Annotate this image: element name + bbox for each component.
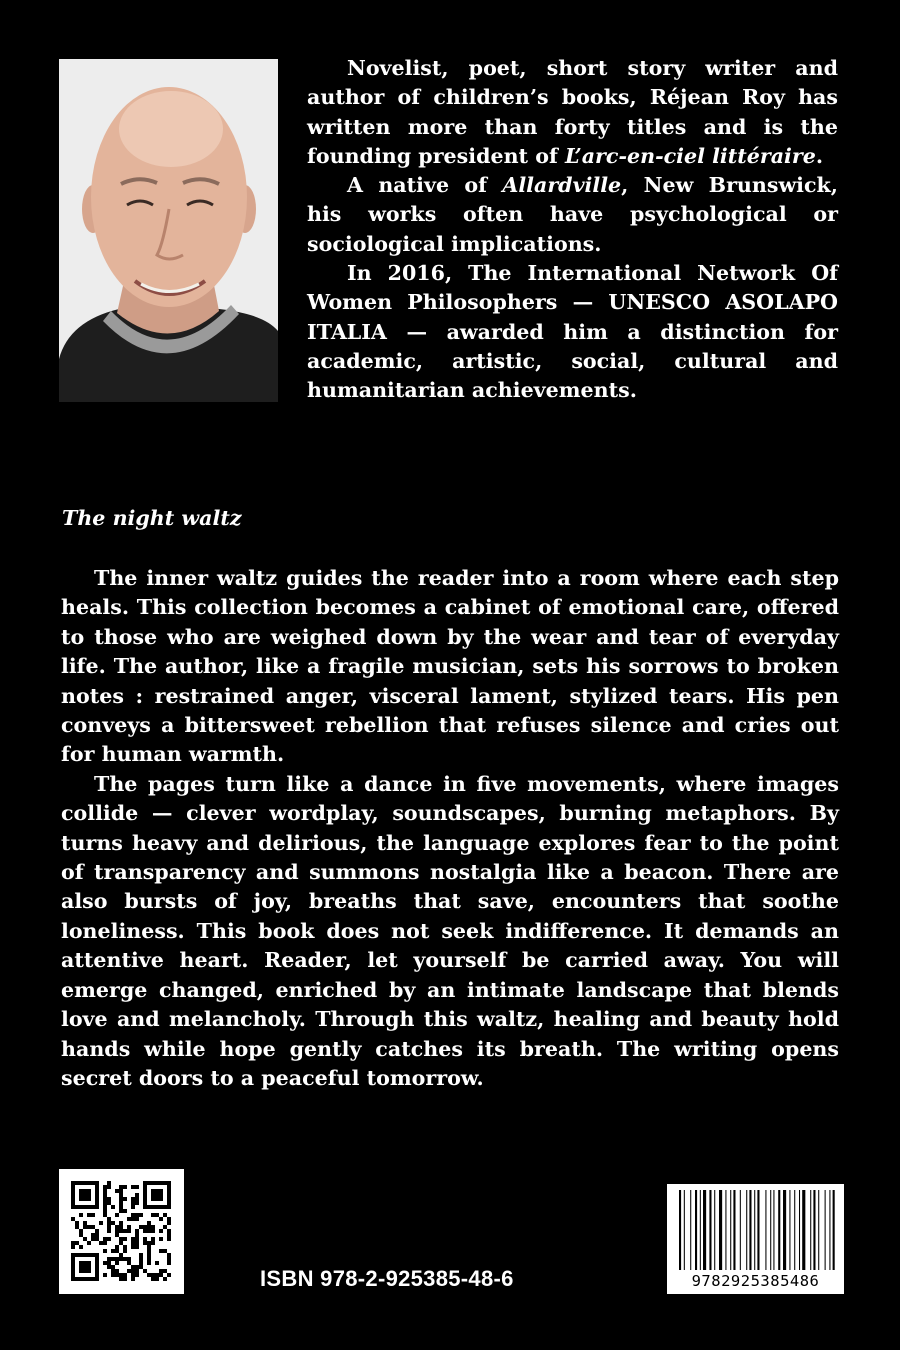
isbn-label: ISBN 978-2-925385-48-6	[260, 1266, 514, 1291]
barcode-digits: 9782925385486	[691, 1272, 820, 1290]
blurb-paragraph-2: The pages turn like a dance in five movements, where images collide — clever wordplay, soundscapes, burning metaphors. By turns heavy and delirious, the language explores fear to the point of transparency and summons nostalgia like a beacon. There are also bursts of joy, breaths that save, encounters that soothe loneliness. This book does not seek indifference. It demands an attentive heart. Reader, let yourself be carried away. You will emerge changed, enriched by an intimate landscape that blends love and melancholy. Through this waltz, healing and beauty hold hands while hope gently catches its breath. The writing opens secret doors to a peaceful tomorrow.	[61, 771, 839, 1090]
bio-paragraph-1: Novelist, poet, short story writer and author of children’s books, Réjean Roy has written more than forty titles and is the founding president of L’arc-en-ciel littéraire.	[307, 56, 838, 168]
bio-paragraph-3: In 2016, The International Network Of Women Philosophers — UNESCO ASOLAPO ITALIA — awarded him a distinction for academic, artistic, social, cultural and humanitarian achievements.	[307, 261, 838, 403]
blurb-paragraph-1: The inner waltz guides the reader into a room where each step heals. This collection becomes a cabinet of emotional care, offered to those who are weighed down by the wear and tear of everyday life. The author, like a fragile musician, sets his sorrows to broken notes : restrained anger, visceral lament, stylized tears. His pen conveys a bittersweet rebellion that refuses silence and cries out for human warmth.	[61, 566, 839, 767]
qr-code-graphic	[59, 1169, 184, 1294]
book-title: The night waltz	[62, 506, 242, 530]
book-blurb	[61, 564, 839, 1093]
barcode	[667, 1184, 844, 1294]
author-photo	[59, 59, 278, 402]
qr-code	[59, 1169, 184, 1294]
author-portrait-illustration	[59, 59, 278, 402]
author-bio	[307, 54, 838, 406]
bio-paragraph-2: A native of Allardville, New Brunswick, his works often have psychological or sociological implications.	[307, 173, 838, 256]
